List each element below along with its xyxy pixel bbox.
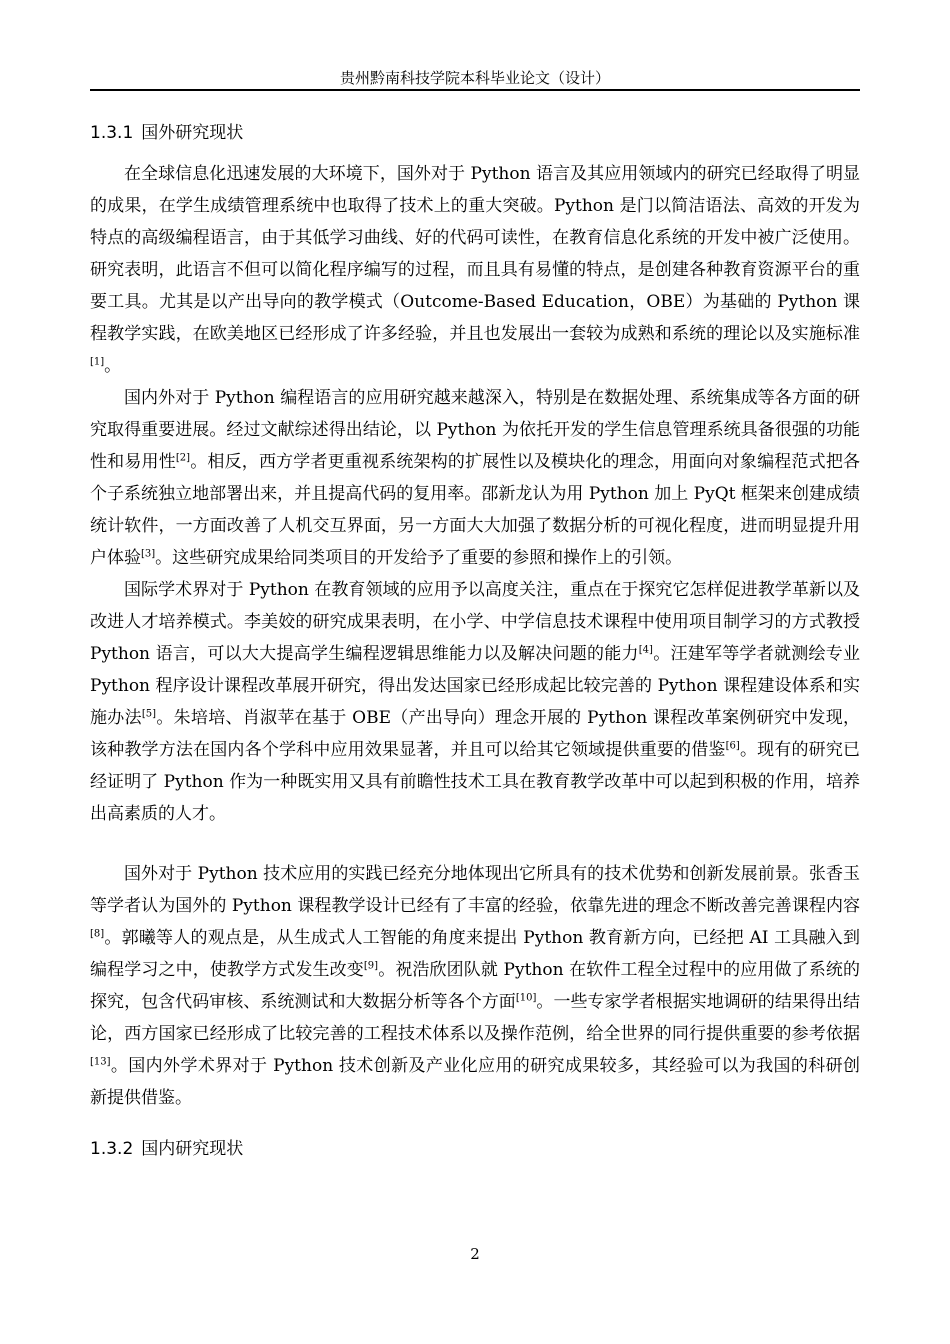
paragraph-text: 。朱培培、肖淑苹在基于 OBE（产出导向）理念开展的 Python 课程改革案例研究中发现，该种教学方法在国内各个学科中应用效果显著，并且可以给其它领域提供重要的借鉴	[90, 708, 861, 760]
citation: [8]	[90, 928, 105, 940]
citation: [6]	[725, 740, 740, 752]
citation: [10]	[515, 992, 537, 1004]
paragraph-text: 。现有的研究已经证明了 Python 作为一种既实用又具有前瞻性技术工具在教育教学改革中可以起到积极的作用，培养出高素质的人才。	[90, 740, 861, 824]
section-heading-1-3-2	[90, 1137, 860, 1161]
paragraph-1	[90, 158, 860, 382]
paragraph-text: 。	[104, 356, 122, 376]
paragraph-text: 。这些研究成果给同类项目的开发给予了重要的参照和操作上的引领。	[155, 548, 683, 568]
paragraph-4	[90, 858, 860, 1114]
paragraph-text: 国内外对于 Python 编程语言的应用研究越来越深入，特别是在数据处理、系统集成等各方面的研究取得重要进展。经过文献综述得出结论，以 Python 为依托开发的学生信息管理系统具备很强的功能性和易用性	[90, 388, 860, 472]
paragraph-text: 。一些专家学者根据实地调研的结果得出结论，西方国家已经形成了比较完善的工程技术体系以及操作范例，给全世界的同行提供重要的参考依据	[90, 992, 861, 1044]
citation: [2]	[175, 452, 191, 464]
citation: [5]	[141, 708, 157, 720]
section-heading-1-3-1	[90, 121, 860, 145]
paragraph-text: 。郭曦等人的观点是，从生成式人工智能的角度来提出 Python 教育新方向，已经把 AI 工具融入到编程学习之中，使教学方式发生改变	[90, 928, 860, 980]
paragraph-text: 在全球信息化迅速发展的大环境下，国外对于 Python 语言及其应用领域内的研究已经取得了明显的成果，在学生成绩管理系统中也取得了技术上的重大突破。Python 是门以简洁语法、高效的开发为特点的高级编程语言，由于其低学习曲线、好的代码可读性，在教育信息化系统的开发中被广泛使用。研究表明，此语言不但可以简化程序编写的过程，而且具有易懂的特点，是创建各种教育资源平台的重要工具。尤其是以产出导向的教学模式（Outcome-Based Education，OBE）为基础的 Python 课程教学实践，在欧美地区已经形成了许多经验，并且也发展出一套较为成熟和系统的理论以及实施标准	[90, 164, 860, 344]
paragraph-text: 。国内外学术界对于 Python 技术创新及产业化应用的研究成果较多，其经验可以为我国的科研创新提供借鉴。	[90, 1056, 860, 1108]
section-number: 1.3.2	[90, 1139, 134, 1159]
paragraph-text: 。相反，西方学者更重视系统架构的扩展性以及模块化的理念，用面向对象编程范式把各个子系统独立地部署出来，并且提高代码的复用率。邵新龙认为用 Python 加上 PyQt 框架来创建成绩统计软件，一方面改善了人机交互界面，另一方面大大加强了数据分析的可视化程度，进而明显提升用户体验	[90, 452, 860, 568]
citation: [1]	[90, 356, 105, 368]
citation: [3]	[141, 548, 156, 560]
citation: [4]	[638, 644, 653, 656]
paragraph-text: 国外对于 Python 技术应用的实践已经充分地体现出它所具有的技术优势和创新发展前景。张香玉等学者认为国外的 Python 课程教学设计已经有了丰富的经验，依靠先进的理念不断改善完善课程内容	[90, 864, 860, 916]
paragraph-text: 。汪建军等学者就测绘专业 Python 程序设计课程改革展开研究，得出发达国家已经形成起比较完善的 Python 课程建设体系和实施办法	[90, 644, 860, 728]
citation: [9]	[363, 960, 379, 972]
header-rule	[90, 89, 860, 91]
paragraph-2	[90, 382, 860, 574]
page-number: 2	[470, 1245, 480, 1263]
page-header: 贵州黔南科技学院本科毕业论文（设计）	[339, 69, 610, 87]
paragraph-3	[90, 574, 860, 830]
paragraph-text: 。祝浩欣团队就 Python 在软件工程全过程中的应用做了系统的探究，包含代码审核、系统测试和大数据分析等各个方面	[90, 960, 860, 1012]
paragraph-text: 国际学术界对于 Python 在教育领域的应用予以高度关注，重点在于探究它怎样促进教学革新以及改进人才培养模式。李美姣的研究成果表明，在小学、中学信息技术课程中使用项目制学习的方式教授 Python 语言，可以大大提高学生编程逻辑思维能力以及解决问题的能力	[90, 580, 860, 664]
section-title: 国内研究现状	[141, 1139, 244, 1159]
section-title: 国外研究现状	[141, 123, 244, 143]
citation: [13]	[90, 1056, 111, 1068]
section-number: 1.3.1	[90, 123, 134, 143]
